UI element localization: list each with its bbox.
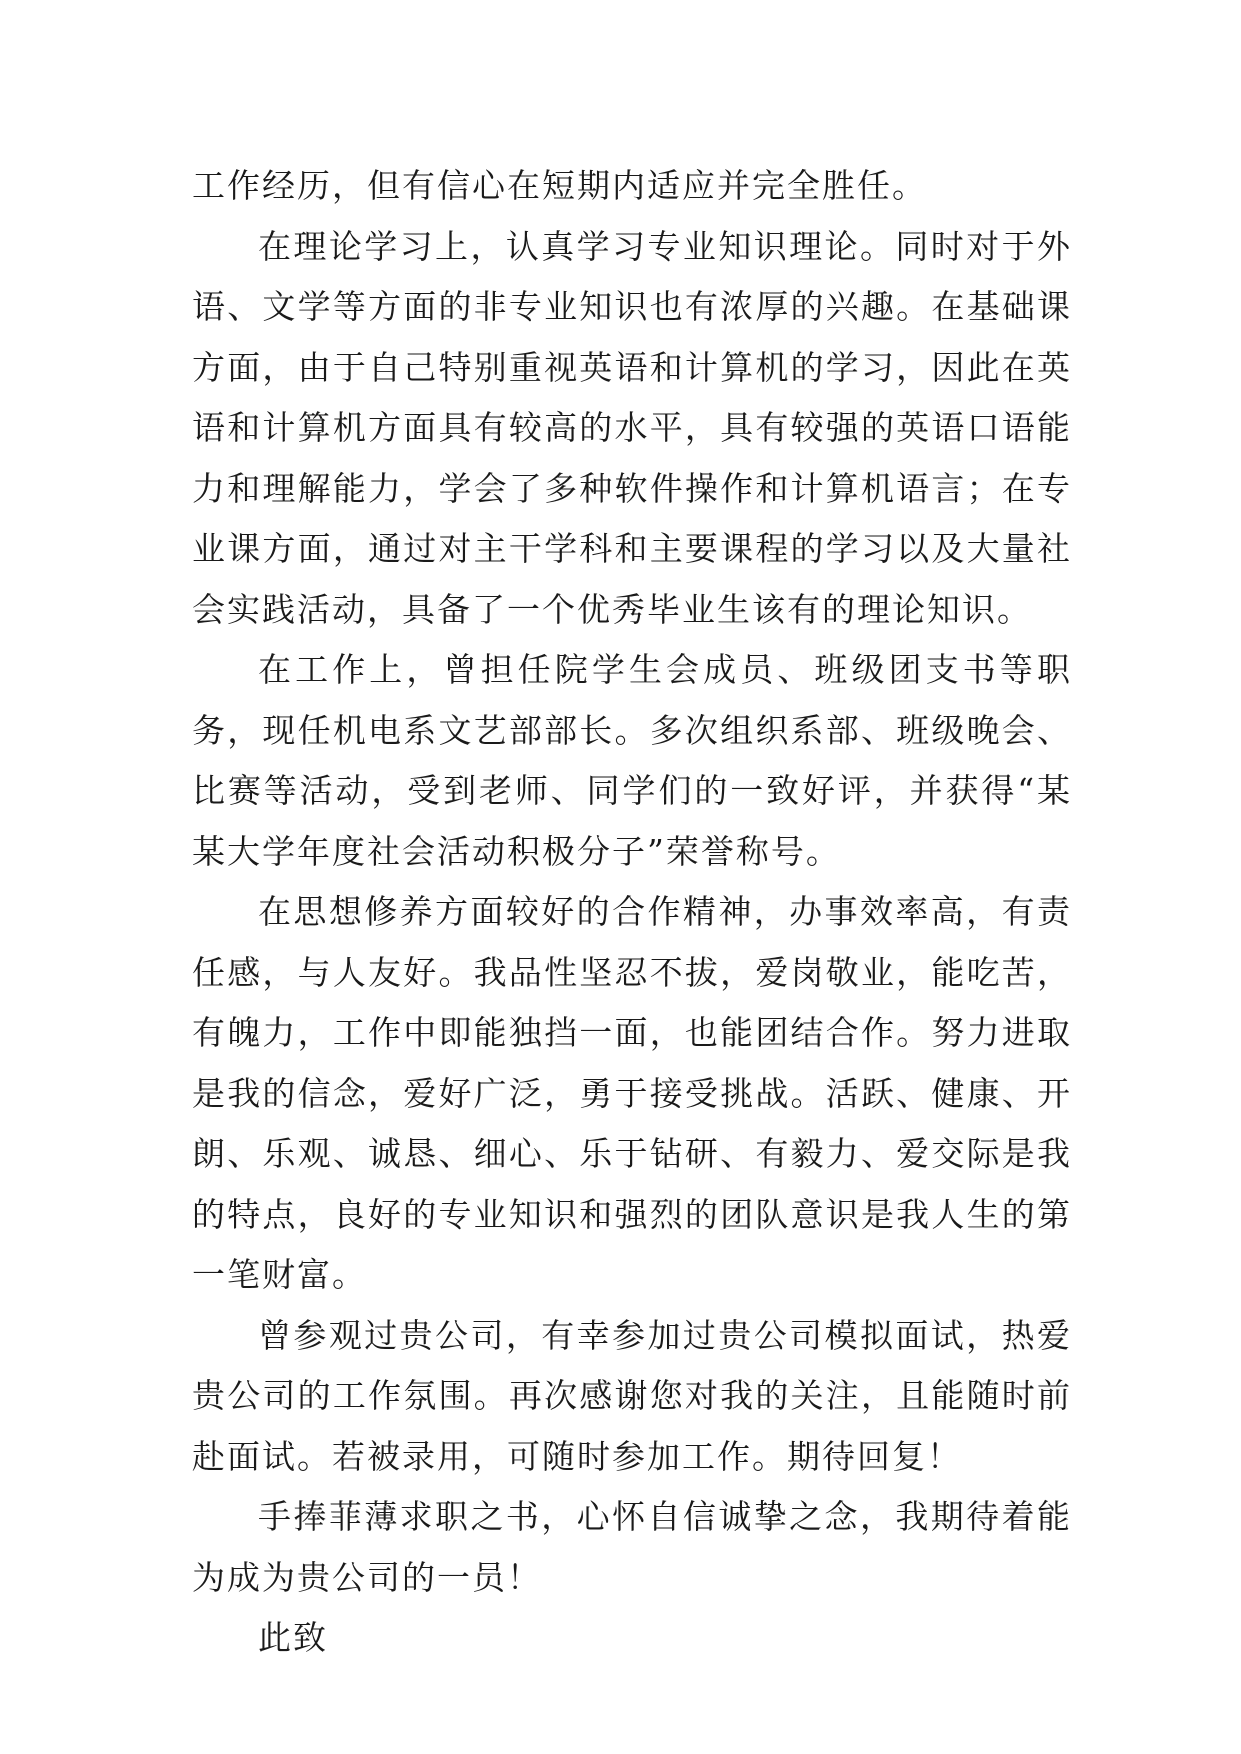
paragraph-theory-study: 在理论学习上，认真学习专业知识理论。同时对于外语、文学等方面的非专业知识也有浓厚的兴趣。在基础课方面，由于自己特别重视英语和计算机的学习，因此在英语和计算机方面具有较高的水平，具有较强的英语口语能力和理解能力，学会了多种软件操作和计算机语言；在专业课方面，通过对主干学科和主要课程的学习以及大量社会实践活动，具备了一个优秀毕业生该有的理论知识。 — [192, 226, 1072, 629]
closing-salutation: 此致 — [258, 1618, 328, 1657]
paragraph-work-experience: 在工作上，曾担任院学生会成员、班级团支书等职务，现任机电系文艺部部长。多次组织系部、班级晚会、比赛等活动，受到老师、同学们的一致好评，并获得“某某大学年度社会活动积极分子”荣誉称号。 — [192, 650, 1072, 871]
paragraph-self-cultivation: 在思想修养方面较好的合作精神，办事效率高，有责任感，与人友好。我品性坚忍不拔，爱岗敬业，能吃苦，有魄力，工作中即能独挡一面，也能团结合作。努力进取是我的信念，爱好广泛，勇于接受挑战。活跃、健康、开朗、乐观、诚恳、细心、乐于钻研、有毅力、爱交际是我的特点，良好的专业知识和强烈的团队意识是我人生的第一笔财富。 — [192, 892, 1072, 1294]
paragraph-aspiration: 手捧菲薄求职之书，心怀自信诚挚之念，我期待着能为成为贵公司的一员！ — [192, 1497, 1072, 1597]
letter-body — [192, 156, 1072, 1669]
paragraph-company-visit: 曾参观过贵公司，有幸参加过贵公司模拟面试，热爱贵公司的工作氛围。再次感谢您对我的关注，且能随时前赴面试。若被录用，可随时参加工作。期待回复！ — [192, 1315, 1072, 1476]
paragraph-continuation: 工作经历，但有信心在短期内适应并完全胜任。 — [192, 166, 927, 205]
